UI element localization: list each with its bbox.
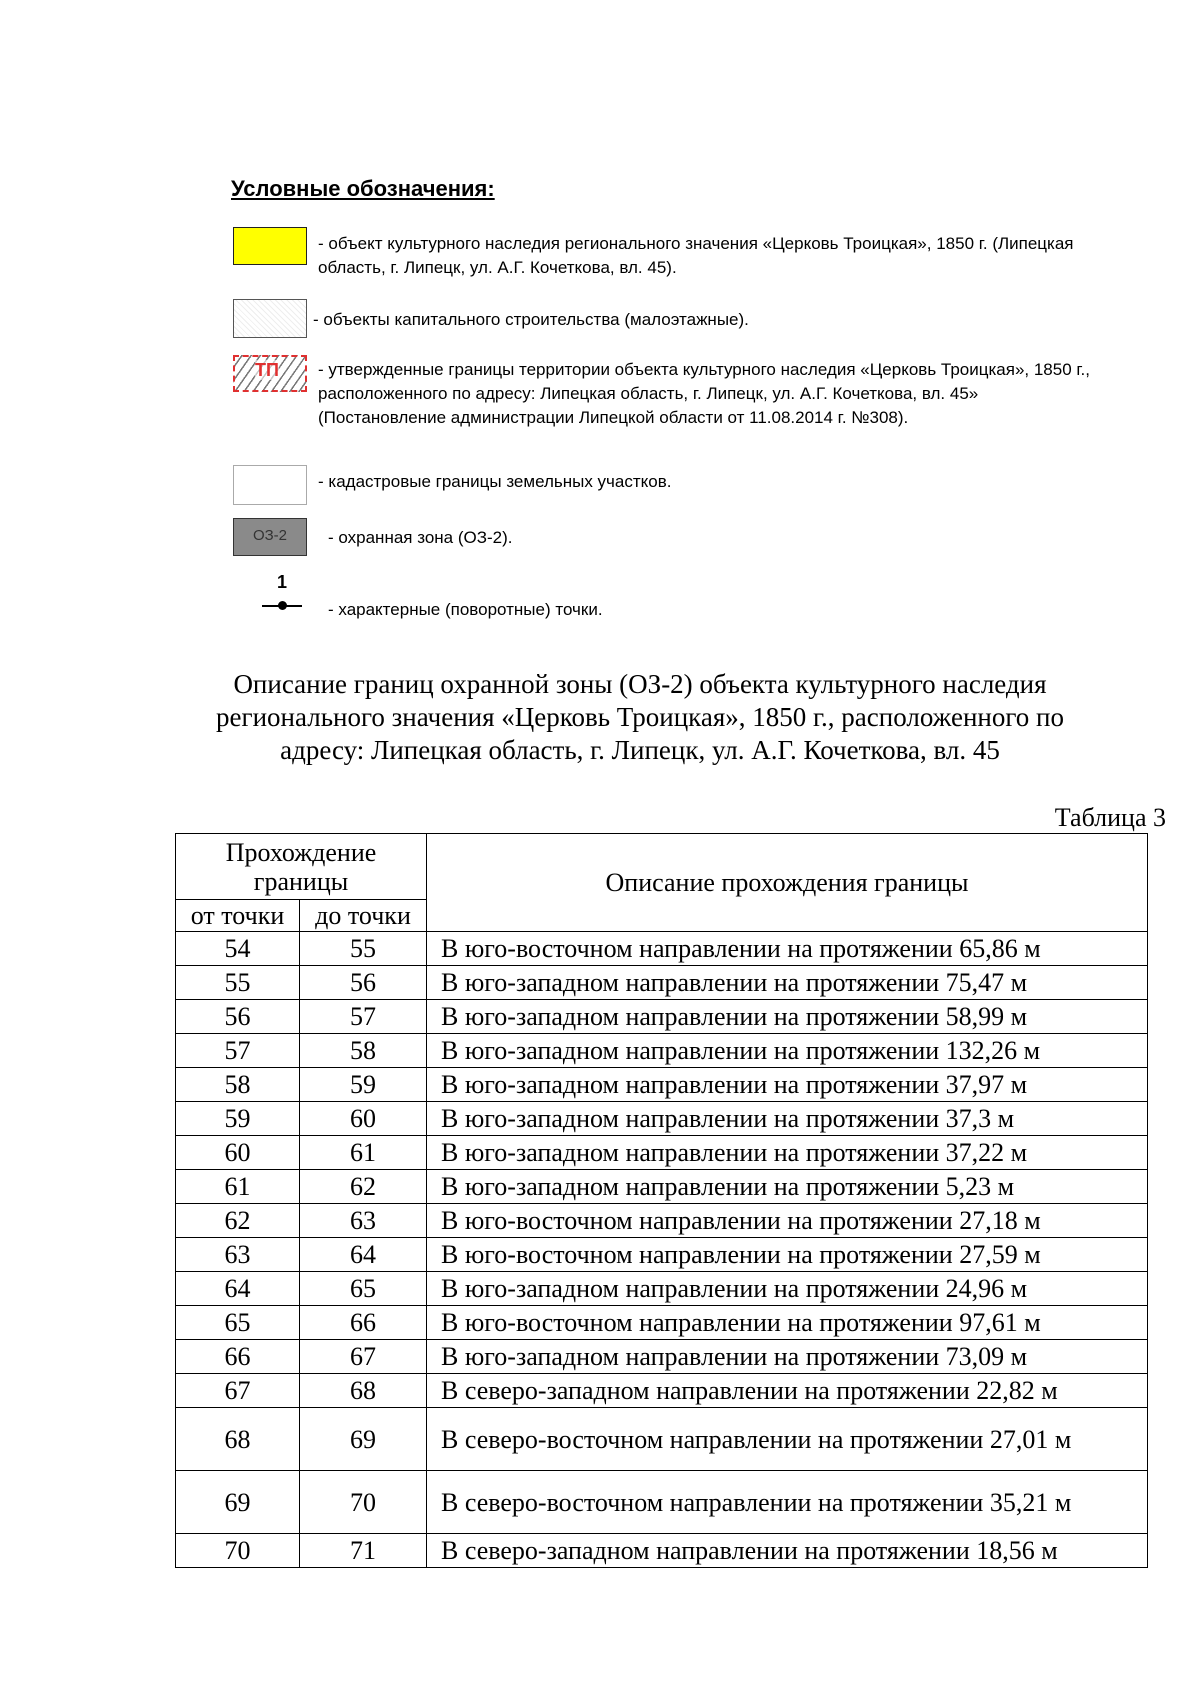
header-description: Описание прохождения границы bbox=[427, 834, 1148, 932]
from-point-cell: 61 bbox=[176, 1170, 300, 1204]
legend-item-cadastre: - кадастровые границы земельных участков. bbox=[318, 472, 672, 491]
legend-item-territory: - утвержденные границы территории объекта культурного наследия «Церковь Троицкая», 1850 г., расположенного по адресу: Липецкая область, г. Липецк, ул. А.Г. Кочеткова, вл. 45» (Постановление администрации Липецкой области от 11.08.2014 г. №308). bbox=[318, 360, 1090, 427]
table-row bbox=[176, 966, 1148, 1000]
to-point-cell: 65 bbox=[300, 1272, 427, 1306]
to-point-cell: 55 bbox=[300, 932, 427, 966]
capital-building-swatch bbox=[233, 299, 307, 338]
from-point-cell: 69 bbox=[176, 1471, 300, 1534]
from-point-cell: 66 bbox=[176, 1340, 300, 1374]
legend-title: Условные обозначения: bbox=[231, 176, 495, 201]
to-point-cell: 57 bbox=[300, 1000, 427, 1034]
to-point-cell: 69 bbox=[300, 1408, 427, 1471]
to-point-cell: 67 bbox=[300, 1340, 427, 1374]
description-cell: В юго-западном направлении на протяжении 24,96 м bbox=[427, 1272, 1148, 1306]
description-cell: В юго-западном направлении на протяжении 37,22 м bbox=[427, 1136, 1148, 1170]
from-point-cell: 65 bbox=[176, 1306, 300, 1340]
cadastre-boundary-swatch bbox=[233, 465, 307, 505]
description-cell: В юго-западном направлении на протяжении 37,97 м bbox=[427, 1068, 1148, 1102]
description-cell: В северо-восточном направлении на протяжении 35,21 м bbox=[427, 1471, 1148, 1534]
table-row bbox=[176, 1068, 1148, 1102]
from-point-cell: 70 bbox=[176, 1534, 300, 1568]
to-point-cell: 56 bbox=[300, 966, 427, 1000]
boundary-table bbox=[175, 833, 1148, 1568]
territory-boundary-swatch bbox=[233, 355, 307, 392]
description-cell: В юго-западном направлении на протяжении 58,99 м bbox=[427, 1000, 1148, 1034]
table-row bbox=[176, 1204, 1148, 1238]
point-dot bbox=[278, 601, 287, 610]
to-point-cell: 59 bbox=[300, 1068, 427, 1102]
legend-item-zone: - охранная зона (ОЗ-2). bbox=[328, 528, 513, 547]
description-cell: В юго-восточном направлении на протяжении 97,61 м bbox=[427, 1306, 1148, 1340]
table-row bbox=[176, 1170, 1148, 1204]
from-point-cell: 58 bbox=[176, 1068, 300, 1102]
description-cell: В северо-восточном направлении на протяжении 27,01 м bbox=[427, 1408, 1148, 1471]
description-cell: В юго-западном направлении на протяжении 132,26 м bbox=[427, 1034, 1148, 1068]
zone-code: ОЗ-2 bbox=[252, 527, 288, 544]
description-cell: В юго-западном направлении на протяжении 37,3 м bbox=[427, 1102, 1148, 1136]
table-row bbox=[176, 1471, 1148, 1534]
territory-code: ТП bbox=[255, 360, 279, 380]
from-point-cell: 55 bbox=[176, 966, 300, 1000]
to-point-cell: 68 bbox=[300, 1374, 427, 1408]
table-row bbox=[176, 1374, 1148, 1408]
description-cell: В юго-восточном направлении на протяжении 27,18 м bbox=[427, 1204, 1148, 1238]
from-point-cell: 59 bbox=[176, 1102, 300, 1136]
header-to: до точки bbox=[300, 900, 427, 932]
to-point-cell: 60 bbox=[300, 1102, 427, 1136]
table-row bbox=[176, 1238, 1148, 1272]
table-label: Таблица 3 bbox=[1054, 803, 1166, 832]
table-row bbox=[176, 1000, 1148, 1034]
description-cell: В юго-восточном направлении на протяжении 65,86 м bbox=[427, 932, 1148, 966]
to-point-cell: 66 bbox=[300, 1306, 427, 1340]
legend-item-capital: - объекты капитального строительства (малоэтажные). bbox=[313, 310, 749, 329]
description-cell: В юго-западном направлении на протяжении 5,23 м bbox=[427, 1170, 1148, 1204]
from-point-cell: 63 bbox=[176, 1238, 300, 1272]
to-point-cell: 70 bbox=[300, 1471, 427, 1534]
description-cell: В юго-западном направлении на протяжении 75,47 м bbox=[427, 966, 1148, 1000]
table-row bbox=[176, 932, 1148, 966]
to-point-cell: 63 bbox=[300, 1204, 427, 1238]
from-point-cell: 57 bbox=[176, 1034, 300, 1068]
table-row bbox=[176, 1102, 1148, 1136]
to-point-cell: 64 bbox=[300, 1238, 427, 1272]
from-point-cell: 64 bbox=[176, 1272, 300, 1306]
table-row bbox=[176, 1272, 1148, 1306]
culture-object-swatch bbox=[233, 227, 307, 265]
table-row bbox=[176, 1340, 1148, 1374]
turning-point-icon bbox=[262, 572, 302, 616]
description-cell: В юго-восточном направлении на протяжении 27,59 м bbox=[427, 1238, 1148, 1272]
header-passage: Прохождение границы bbox=[176, 834, 427, 900]
turning-point-number: 1 bbox=[277, 572, 288, 592]
from-point-cell: 54 bbox=[176, 932, 300, 966]
to-point-cell: 61 bbox=[300, 1136, 427, 1170]
from-point-cell: 67 bbox=[176, 1374, 300, 1408]
from-point-cell: 68 bbox=[176, 1408, 300, 1471]
description-cell: В юго-западном направлении на протяжении 73,09 м bbox=[427, 1340, 1148, 1374]
document-heading: Описание границ охранной зоны (ОЗ-2) объекта культурного наследия регионального значения «Церковь Троицкая», 1850 г., расположенного по адресу: Липецкая область, г. Липецк, ул. А.Г. Кочеткова, вл. 45 bbox=[216, 669, 1064, 765]
table-row bbox=[176, 1534, 1148, 1568]
legend-item-point: - характерные (поворотные) точки. bbox=[328, 600, 603, 619]
from-point-cell: 62 bbox=[176, 1204, 300, 1238]
legend-item-culture: - объект культурного наследия регионального значения «Церковь Троицкая», 1850 г. (Липецкая область, г. Липецк, ул. А.Г. Кочеткова, вл. 45). bbox=[318, 234, 1074, 277]
table-row bbox=[176, 1306, 1148, 1340]
from-point-cell: 56 bbox=[176, 1000, 300, 1034]
to-point-cell: 58 bbox=[300, 1034, 427, 1068]
table-row bbox=[176, 1136, 1148, 1170]
from-point-cell: 60 bbox=[176, 1136, 300, 1170]
description-cell: В северо-западном направлении на протяжении 22,82 м bbox=[427, 1374, 1148, 1408]
table-row bbox=[176, 1034, 1148, 1068]
table-row bbox=[176, 1408, 1148, 1471]
protection-zone-swatch bbox=[233, 518, 307, 556]
header-from: от точки bbox=[176, 900, 300, 932]
table-body bbox=[176, 932, 1148, 1568]
to-point-cell: 71 bbox=[300, 1534, 427, 1568]
to-point-cell: 62 bbox=[300, 1170, 427, 1204]
description-cell: В северо-западном направлении на протяжении 18,56 м bbox=[427, 1534, 1148, 1568]
